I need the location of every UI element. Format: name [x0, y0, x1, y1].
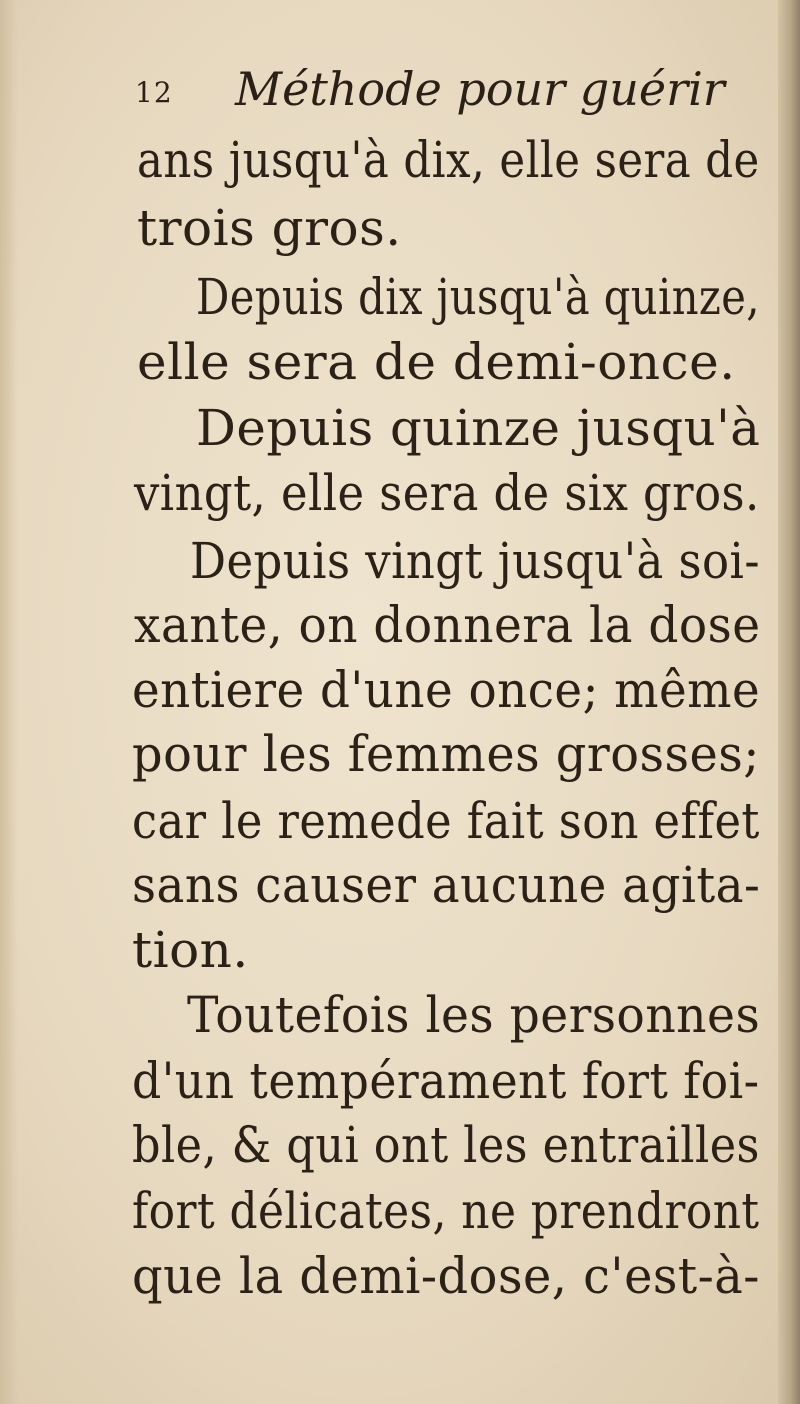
page-edge: [778, 0, 800, 1404]
text-line: que la demi-dose, c'est-à-: [132, 1247, 760, 1305]
text-line: d'un tempérament fort foi-: [132, 1052, 760, 1110]
text-line: pour les femmes grosses;: [132, 725, 760, 783]
text-line: ans jusqu'à dix, elle sera de: [137, 131, 760, 189]
text-line: trois gros.: [137, 199, 402, 257]
text-line: Depuis vingt jusqu'à soi-: [190, 532, 761, 590]
page-number: 12: [135, 76, 173, 109]
text-line: Toutefois les personnes: [187, 986, 761, 1044]
text-line: xante, on donnera la dose: [134, 596, 761, 654]
running-title: Méthode pour guérir: [235, 62, 725, 116]
text-line: Depuis quinze jusqu'à: [196, 399, 761, 457]
text-line: elle sera de demi-once.: [137, 333, 736, 391]
text-line: entiere d'une once; même: [132, 661, 761, 719]
text-line: car le remede fait son effet: [132, 792, 760, 850]
text-line: sans causer aucune agita-: [132, 856, 761, 914]
text-line: tion.: [132, 921, 249, 979]
text-line: ble, & qui ont les entrailles: [132, 1116, 760, 1174]
page-header: [135, 62, 755, 132]
text-line: fort délicates, ne prendront: [132, 1182, 760, 1240]
page-gutter-shadow: [0, 0, 18, 1404]
text-line: Depuis dix jusqu'à quinze,: [196, 268, 760, 326]
text-line: vingt, elle sera de six gros.: [134, 464, 760, 522]
